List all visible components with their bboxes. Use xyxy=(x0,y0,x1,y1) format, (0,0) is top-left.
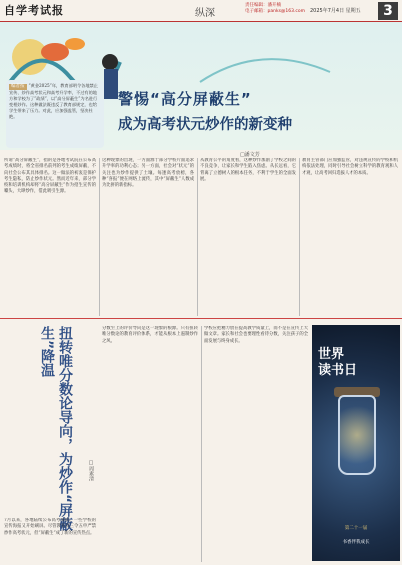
poster-title-line1: 世界 xyxy=(318,347,345,362)
poster-title-line2: 读书日 xyxy=(318,363,358,378)
newspaper-logo: 自学考试报 xyxy=(4,4,64,17)
glowing-jar-image xyxy=(338,395,376,475)
reading-day-poster xyxy=(312,325,400,561)
poster-title xyxy=(318,347,357,379)
article1-column-2: 这种现象的出现，一方面源于部分学校片面追求升学率的功利心态；另一方面，社会对“状元”的关注也为炒作提供了土壤。每逢高考放榜，各种“喜报”便在网络上流传，其中“屏蔽生”人数成为比拼的新指标。 xyxy=(102,158,194,189)
column-divider xyxy=(299,158,300,316)
article2-column-2: 分数至上的评价导向是这一现象的根源。只有扭转唯分数论的教育评价体系，才能从根本上遏制炒作之风。 xyxy=(102,326,198,344)
article1-column-1: 所谓“高分屏蔽生”，指的是各地考试院在公布高考成绩时，将全省排名前列的考生成绩屏蔽，不向社会公布其具体排名。这一做法的初衷是保护考生隐私，防止炒作状元。然而近年来，部分学校和培训机构却将“高分屏蔽生”作为招生宣传的噱头，大肆炒作，借此吸引生源。 xyxy=(4,158,96,195)
editor-name: 责任编辑：潘开楠 xyxy=(245,3,281,8)
column-divider xyxy=(201,326,202,562)
headline-line1: 警惕“高分屏蔽生” xyxy=(118,90,252,108)
editor-note xyxy=(6,80,104,148)
column-divider xyxy=(99,158,100,316)
issue-date: 2025年7月4日 星期五 xyxy=(310,8,361,14)
section-name: 纵深 xyxy=(195,8,215,19)
poster-subtitle: 第二十一届 xyxy=(344,526,368,531)
byline: □潘文芳 xyxy=(240,152,260,158)
editor-note-tag: 编者按 xyxy=(11,84,25,89)
article1-column-3: 从教育公平的角度看，这种炒作加剧了学校之间的不良竞争，让家长和学生陷入焦虑。从长远看，它背离了立德树人的根本任务，不利于学生的全面发展。 xyxy=(200,158,296,182)
article1-column-4: 教育主管部门应加强监管，对违规宣传的学校和机构依法处理，同时引导社会树立科学的教育观和人才观，让高考回归选拔人才的本质。 xyxy=(302,158,398,176)
editor-note-text: “黄金2025”年，教育部明令各地禁止宣传、炒作高考状元和高考升学率，不过有的地方和学校为了“政绩”，以“高分屏蔽生”为名进行变相炒作。这种做法既违反了教育部规定，也给学生带来了压力。对此，应加强监管，坚决杜绝。 xyxy=(9,83,98,119)
column-divider xyxy=(197,158,198,316)
page-number: 3 xyxy=(378,2,398,20)
editor-info xyxy=(245,3,305,15)
poster-slogan: 书香伴我成长 xyxy=(342,540,370,545)
section-rule xyxy=(0,318,402,319)
editor-email: 电子邮箱：panks@163.com xyxy=(245,9,306,14)
article2-title: 扭转唯分数论导向，为炒作“屏蔽生”降温 xyxy=(39,326,73,532)
article2-column-3: 学校应把精力放在提高教学质量上，而不是在宣传上大做文章。家长和社会也要理性看待分数，关注孩子的全面发展与终身成长。 xyxy=(204,326,308,344)
article2-column-1: 7月以来，各地陆续公布高考成绩，一些学校的宣传海报又开始刷屏。尽管教育部三令五申严禁炒作高考状元，但“屏蔽生”成了新的宣传热点。 xyxy=(4,518,96,536)
headline-line2: 成为高考状元炒作的新变种 xyxy=(118,117,292,133)
article2-byline: □周素清 xyxy=(88,460,94,481)
